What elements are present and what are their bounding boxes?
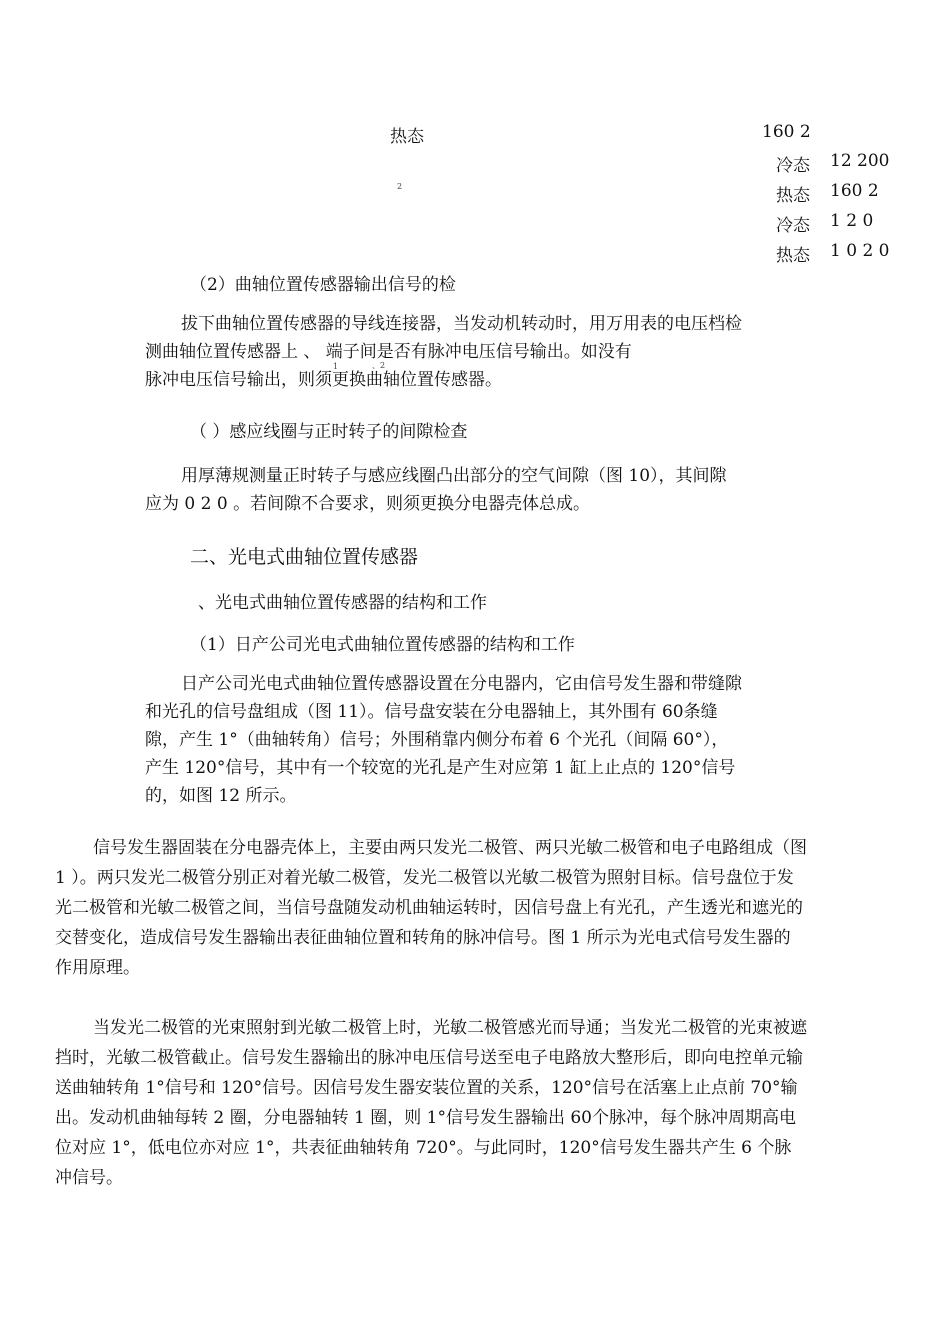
text-line: 1 ）。两只发光二极管分别正对着光敏二极管，发光二极管以光敏二极管为照射目标。信号盘位于发 [55,868,794,888]
text-line: 产生 120°信号，其中有一个较宽的光孔是产生对应第 1 缸上止点的 120°信号 [145,758,736,778]
text-line: 光二极管和光敏二极管之间，当信号盘随发动机曲轴运转时，因信号盘上有光孔，产生透光和遮光的 [55,898,803,918]
chapter-heading: 二、光电式曲轴位置传感器 [190,546,419,568]
sub-heading-nissan: （1）日产公司光电式曲轴位置传感器的结构和工作 [190,635,575,655]
text-line: 应为 0 2 0 。若间隙不合要求，则须更换分电器壳体总成。 [145,494,591,514]
spec-row-value: 160 2 [830,181,879,201]
text-line: 测曲轴位置传感器上 、 端子间是否有脉冲电压信号输出。如没有 [145,342,632,362]
text-line: 信号发生器固装在分电器壳体上，主要由两只发光二极管、两只光敏二极管和电子电路组成（图 [93,838,807,858]
section-heading-output-signal: （2）曲轴位置传感器输出信号的检 [190,275,456,295]
text-line: 和光孔的信号盘组成（图 11）。信号盘安装在分电器轴上，其外围有 60条缝 [145,702,718,722]
sub-heading-structure: 、光电式曲轴位置传感器的结构和工作 [198,593,487,613]
text-line: 脉冲电压信号输出，则须更换曲轴位置传感器。 [145,370,502,390]
text-line: 作用原理。 [55,958,140,978]
section-heading-gap-check: （ ）感应线圈与正时转子的间隙检查 [190,422,468,442]
text-line: 拔下曲轴位置传感器的导线连接器，当发动机转动时，用万用表的电压档检 [181,314,742,334]
text-line: 冲信号。 [55,1168,123,1188]
spec-row-value: 12 200 [830,151,890,171]
spec-left-value: 160 2 [762,122,811,142]
spec-superscript: 2 [397,182,403,191]
spec-row-label: 热态 [776,246,810,266]
terminal-subscript-1: 1 [333,362,339,371]
spec-row-value: 1 2 0 [830,211,874,231]
text-line: 位对应 1°，低电位亦对应 1°，共表征曲轴转角 720°。与此同时，120°信号发生器共产生 6 个脉 [55,1138,792,1158]
text-line: 隙，产生 1°（曲轴转角）信号；外围稍靠内侧分布着 6 个光孔（间隔 60°）， [145,730,729,750]
spec-left-label: 热态 [390,127,424,147]
spec-row-label: 热态 [776,186,810,206]
text-line: 日产公司光电式曲轴位置传感器设置在分电器内，它由信号发生器和带缝隙 [181,674,742,694]
text-line: 用厚薄规测量正时转子与感应线圈凸出部分的空气间隙（图 10），其间隙 [181,466,727,486]
text-line: 当发光二极管的光束照射到光敏二极管上时，光敏二极管感光而导通；当发光二极管的光束被遮 [93,1018,807,1038]
paragraph-gap-check [145,462,815,518]
spec-row-label: 冷态 [776,216,810,236]
terminal-subscript-2: 、2 [372,361,386,370]
text-line: 挡时，光敏二极管截止。信号发生器输出的脉冲电压信号送至电子电路放大整形后，即向电控单元输 [55,1048,803,1068]
text-line: 的，如图 12 所示。 [145,786,297,806]
paragraph-signal-generator [55,833,900,983]
paragraph-working-principle [55,1013,900,1193]
paragraph-nissan-sensor [145,670,815,810]
text-line: 交替变化，造成信号发生器输出表征曲轴位置和转角的脉冲信号。图 1 所示为光电式信号发生器的 [55,928,791,948]
paragraph-output-signal [145,310,815,394]
text-line: 送曲轴转角 1°信号和 120°信号。因信号发生器安装位置的关系，120°信号在活塞上止点前 70°输 [55,1078,798,1098]
spec-row-value: 1 0 2 0 [830,241,890,261]
text-line: 出。发动机曲轴每转 2 圈，分电器轴转 1 圈，则 1°信号发生器输出 60个脉冲，每个脉冲周期高电 [55,1108,797,1128]
spec-row-label: 冷态 [776,156,810,176]
